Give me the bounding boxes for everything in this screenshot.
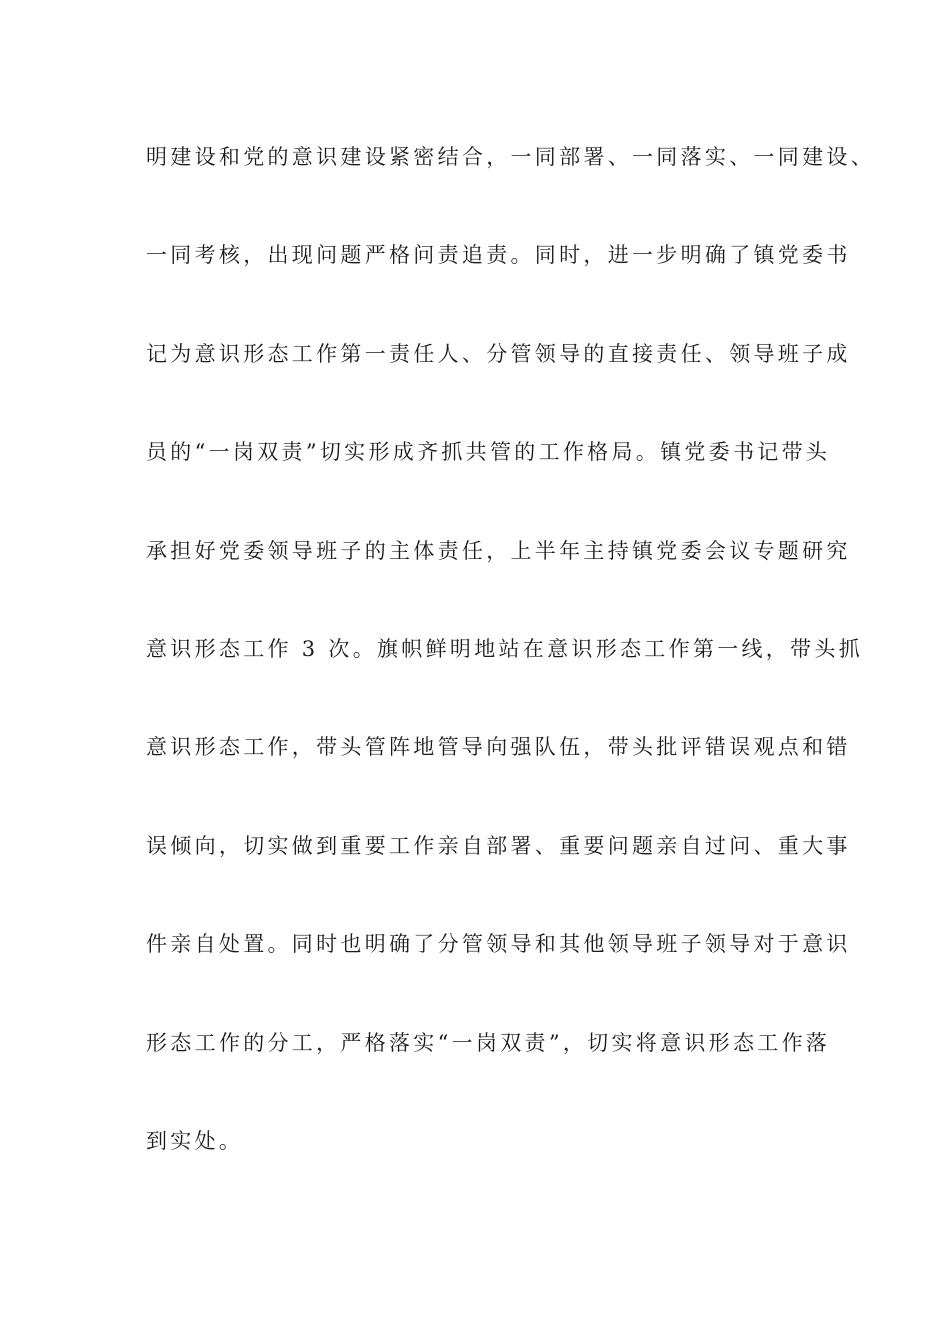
text-line-6: 意识形态工作 3 次。旗帜鲜明地站在意识形态工作第一线，带头抓 [146, 636, 864, 661]
text-line-8: 误倾向，切实做到重要工作亲自部署、重要问题亲自过问、重大事 [146, 833, 851, 858]
text-line-2: 一同考核，出现问题严格问责追责。同时，进一步明确了镇党委书 [146, 243, 851, 268]
paragraph [146, 135, 875, 1217]
text-line-3: 记为意识形态工作第一责任人、分管领导的直接责任、领导班子成 [146, 341, 851, 366]
text-line-11: 到实处。 [146, 1128, 244, 1153]
text-line-10: 形态工作的分工，严格落实“一岗双责”，切实将意识形态工作落 [146, 1030, 831, 1055]
text-line-9: 件亲自处置。同时也明确了分管领导和其他领导班子领导对于意识 [146, 932, 851, 957]
text-line-7: 意识形态工作，带头管阵地管导向强队伍，带头批评错误观点和错 [146, 735, 851, 760]
text-line-1: 明建设和党的意识建设紧密结合，一同部署、一同落实、一同建设、 [146, 145, 875, 169]
text-line-5: 承担好党委领导班子的主体责任，上半年主持镇党委会议专题研究 [146, 538, 851, 563]
text-line-4: 员的“一岗双责”切实形成齐抓共管的工作格局。镇党委书记带头 [146, 440, 831, 465]
